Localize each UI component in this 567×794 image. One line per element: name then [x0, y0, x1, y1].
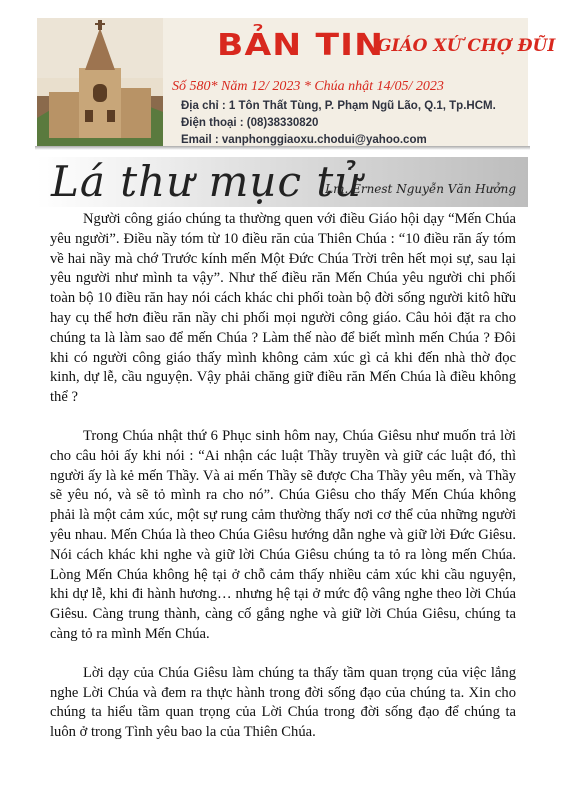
issue-line: Số 580* Năm 12/ 2023 * Chúa nhật 14/05/ 2023 [172, 79, 444, 94]
banner-subtitle: GIÁO XỨ CHỢ ĐŨI [377, 36, 556, 56]
email-line: Email : vanphonggiaoxu.chodui@yahoo.com [181, 134, 427, 146]
paragraph: Người công giáo chúng ta thường quen với điều Giáo hội dạy “Mến Chúa yêu người”. Điều nầy tóm từ 10 điều răn của Thiên Chúa : “10 điều răn ấy tóm về hai nầy mà chớ Trước kính mến Một Đức Chúa Trời trên hết mọi sự, sau lại yêu người như mình ta vậy”. Như thế điều răn Mến Chúa yêu người chi phối toàn bộ 10 điều răn hay nói cách khác chi phối toàn bộ đời sống người kitô hữu hay cụ thể hơn điều răn nầy chi phối mọi người công giáo. Câu hỏi đặt ra cho chúng ta là làm sao để mến Chúa ? Làm thế nào để biết mình mến Chúa ? Đôi khi có người công giáo thấy mình không cảm xúc gì cả khi đến nhà thờ đọc kinh, dự lễ, cầu nguyện. Vậy phải chăng giữ điều răn Mến Chúa là điều không thể ? [50, 211, 516, 406]
section-header [37, 157, 528, 207]
banner-title: BẢN TIN [217, 28, 385, 63]
section-author: Lm. Ernest Nguyễn Văn Hưởng [325, 182, 516, 196]
church-image [37, 18, 163, 148]
newsletter-banner [37, 18, 556, 148]
address-line: Địa chỉ : 1 Tôn Thất Tùng, P. Phạm Ngũ Lão, Q.1, Tp.HCM. [181, 100, 496, 112]
phone-line: Điện thoại : (08)38330820 [181, 117, 319, 129]
paragraph: Lời dạy của Chúa Giêsu làm chúng ta thấy tầm quan trọng của việc lắng nghe Lời Chúa và đem ra thực hành trong đời sống đạo của chúng ta. Xin cho chúng ta hiểu tầm quan trọng của Lời Chúa trong đời sống đạo để chúng ta luôn ở trong Tình yêu bao la của Thiên Chúa. [50, 664, 516, 741]
banner-divider [35, 146, 530, 150]
paragraph: Trong Chúa nhật thứ 6 Phục sinh hôm nay, Chúa Giêsu như muốn trả lời cho câu hỏi ấy khi nói : “Ai nhận các luật Thầy truyền và giữ các luật đó, thì người ấy là kẻ mến Thầy. Và ai mến Thầy sẽ được Cha Thầy yêu mến, và Thầy sẽ yêu nó, và sẽ tỏ mình ra cho nó”. Chúa Giêsu cho thấy Mến Chúa không phải là một cảm xúc, một sự rung cảm thường thấy nơi cơ thể của những người yêu nhau. Mến Chúa là theo Chúa Giêsu hướng dẫn nghe và giữ lời Đức Giêsu. Nói cách khác khi nghe và giữ lời Chúa Giêsu chúng ta tỏ ra lòng mến Chúa. Lòng Mến Chúa không hệ tại ở chỗ cảm thấy nhiều cảm xúc khi cầu nguyện, khi dự lễ, khi đi hành hương… nhưng hệ tại ở mức độ vâng nghe theo lời Chúa Giêsu. Càng trung thành, càng cố gắng nghe và giữ lời Chúa Giêsu, chúng ta càng tỏ ra mình Mến Chúa. [50, 427, 516, 642]
section-title: Lá thư mục tử [51, 157, 363, 206]
article-body [50, 210, 516, 762]
